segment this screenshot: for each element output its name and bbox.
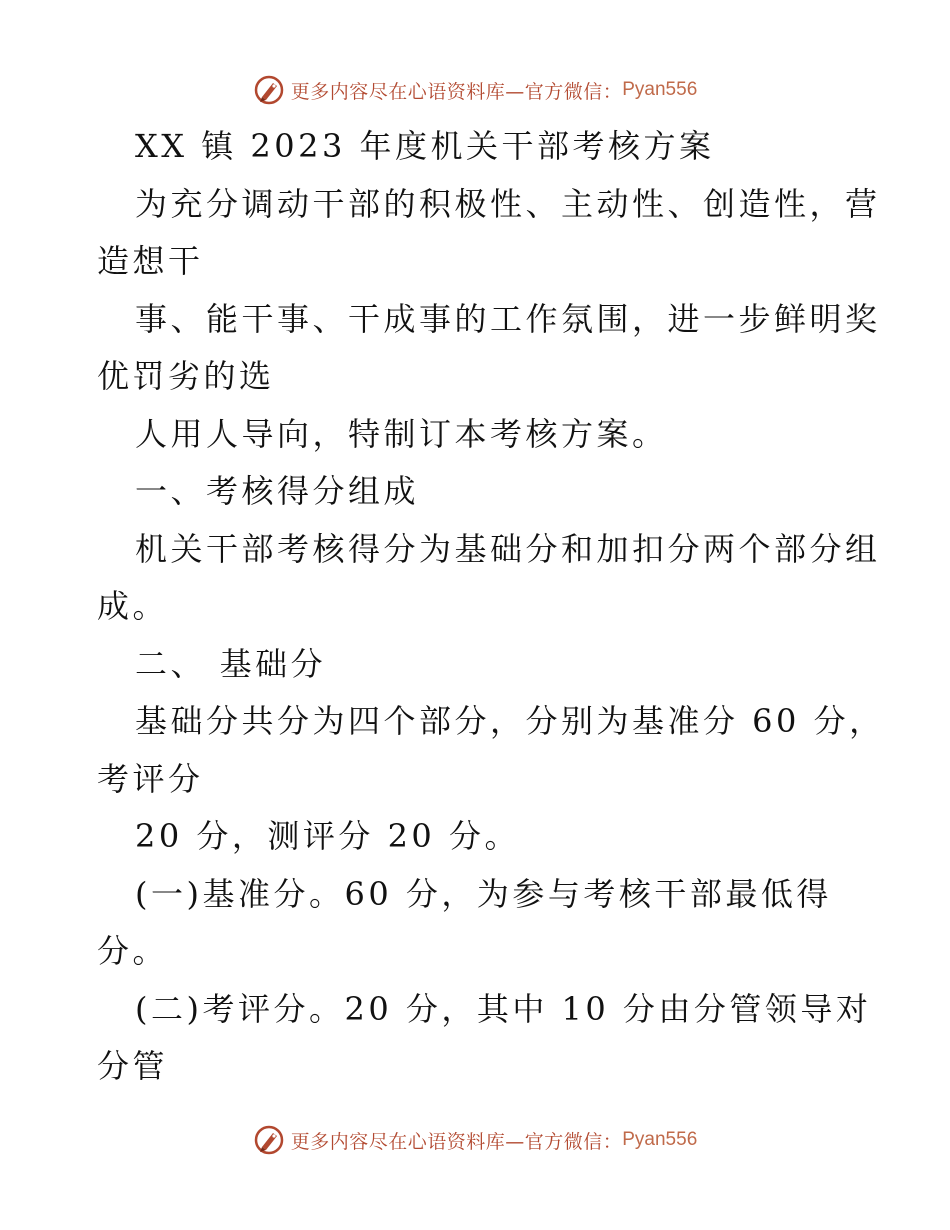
text-line: 考评分 [97, 759, 204, 798]
text-line: 成。 [97, 587, 169, 625]
watermark-text: 更多内容尽在心语资料库—官方微信： [290, 80, 623, 103]
pen-logo-icon [253, 1124, 285, 1156]
text-line: 分管 [97, 1047, 169, 1085]
watermark-wechat-id: Pyan556 [622, 1129, 698, 1150]
watermark-wechat-id: Pyan556 [622, 79, 698, 100]
text-line: 基础分共分为四个部分，分别为基准分 60 分， [135, 702, 885, 740]
text-line: 人用人导向，特制订本考核方案。 [135, 414, 668, 453]
text-line: (二)考评分。20 分，其中 10 分由分管领导对 [135, 989, 872, 1028]
header-watermark [0, 70, 950, 110]
text-line: (一)基准分。60 分，为参与考核干部最低得 [135, 874, 832, 913]
text-line: 机关干部考核得分为基础分和加扣分两个部分组 [135, 529, 881, 568]
text-line: 一、考核得分组成 [135, 472, 420, 510]
text-line: 二、 基础分 [135, 644, 327, 683]
document-title: XX 镇 2023 年度机关干部考核方案 [135, 127, 715, 165]
text-line: 20 分，测评分 20 分。 [135, 817, 520, 855]
text-line: 分。 [97, 932, 169, 970]
pen-logo-icon [253, 74, 285, 106]
document-body [97, 118, 885, 1096]
footer-watermark [0, 1120, 950, 1160]
text-line: 事、能干事、干成事的工作氛围，进一步鲜明奖 [135, 299, 881, 338]
watermark-text: 更多内容尽在心语资料库—官方微信： [290, 1130, 623, 1153]
text-line: 优罚劣的选 [97, 357, 275, 395]
text-line: 造想干 [97, 242, 204, 280]
text-line: 为充分调动干部的积极性、主动性、创造性，营 [135, 184, 881, 223]
